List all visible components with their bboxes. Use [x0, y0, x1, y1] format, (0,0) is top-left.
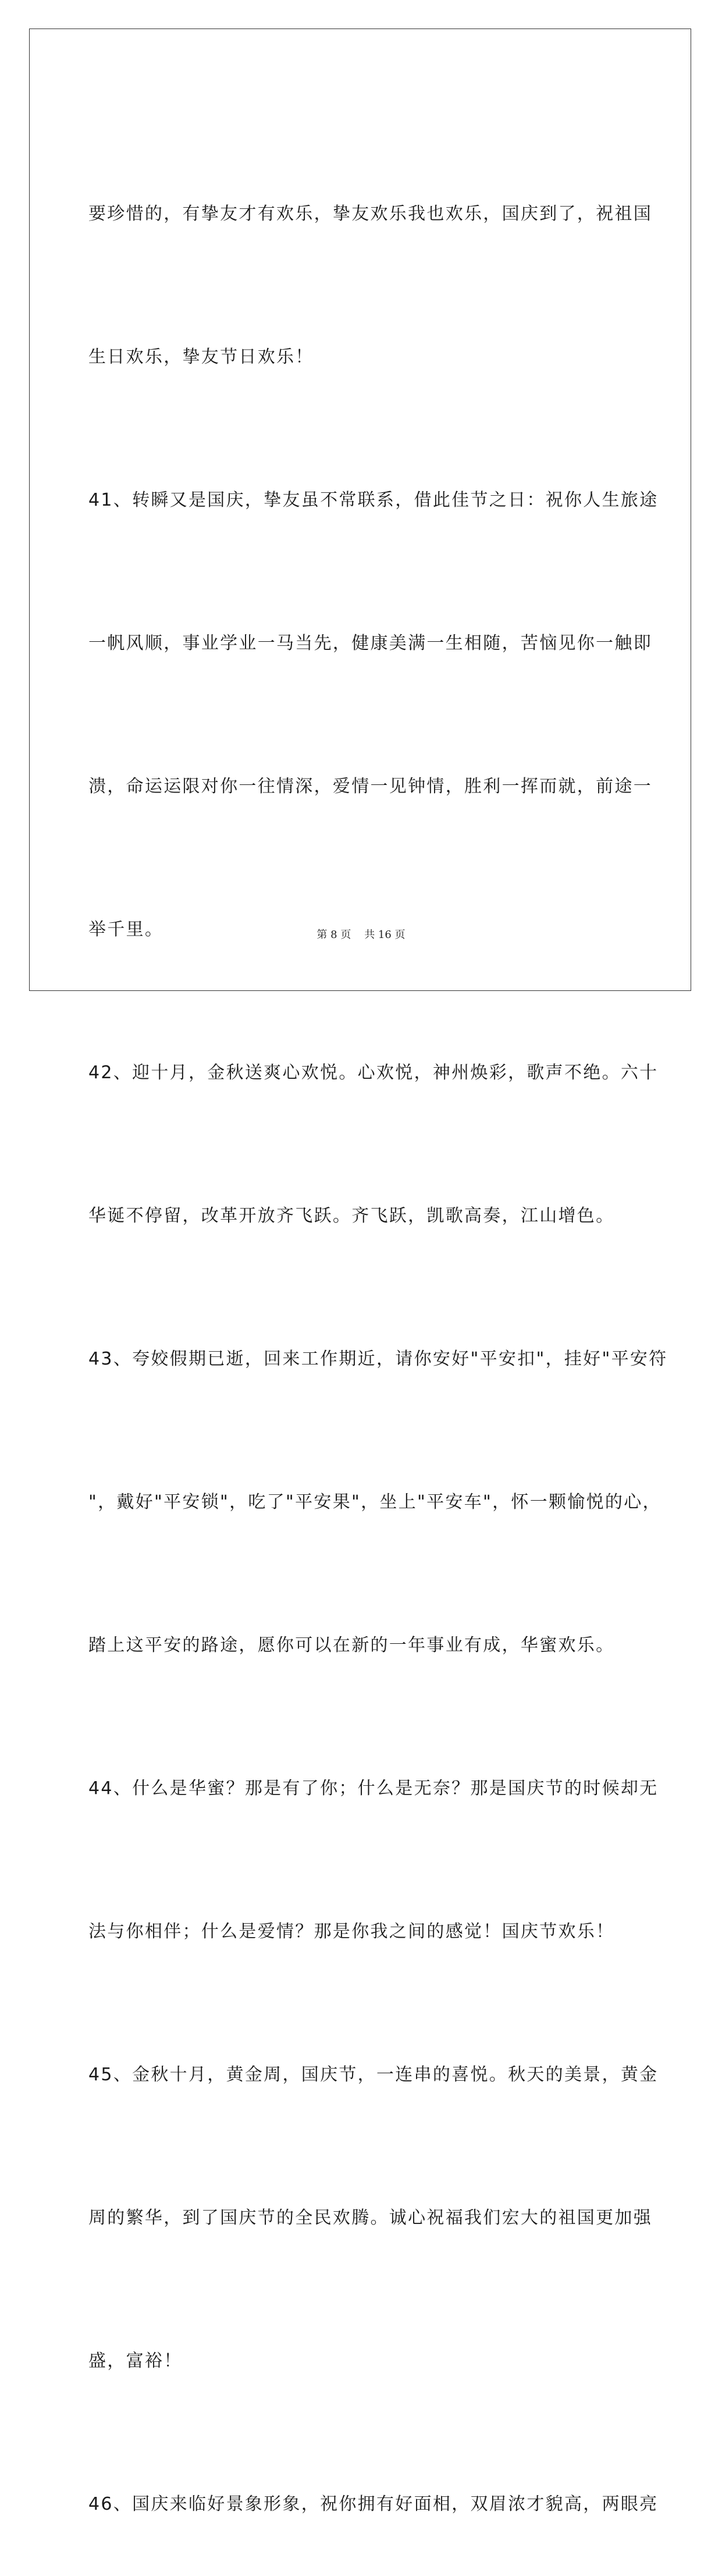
text-line: 举千里。: [88, 919, 164, 940]
text-line: 踏上这平安的路途，愿你可以在新的一年事业有成，华蜜欢乐。: [88, 1635, 615, 1655]
text-line: 45、金秋十月，黄金周，国庆节，一连串的喜悦。秋天的美景，黄金: [88, 2065, 659, 2085]
page-footer: [0, 926, 722, 941]
text-line: 46、国庆来临好景象形象，祝你拥有好面相，双眉浓才貌高，两眼亮: [88, 2494, 659, 2514]
page-number-label: 第 8 页 共 16 页: [316, 929, 406, 941]
text-line: 溃，命运运限对你一往情深，爱情一见钟情，胜利一挥而就，前途一: [88, 776, 652, 797]
text-line: 44、什么是华蜜？那是有了你；什么是无奈？那是国庆节的时候却无: [88, 1778, 659, 1799]
text-line: 周的繁华，到了国庆节的全民欢腾。诚心祝福我们宏大的祖国更加强: [88, 2208, 652, 2228]
document-body: [88, 95, 668, 2576]
text-line: 41、转瞬又是国庆，挚友虽不常联系，借此佳节之日：祝你人生旅途: [88, 490, 659, 510]
text-line: 盛，富裕！: [88, 2351, 183, 2371]
text-line: 生日欢乐，挚友节日欢乐！: [88, 347, 314, 367]
text-line: 华诞不停留，改革开放齐飞跃。齐飞跃，凯歌高奏，江山增色。: [88, 1206, 615, 1226]
text-line: "，戴好"平安锁"，吃了"平安果"，坐上"平安车"，怀一颗愉悦的心，: [88, 1492, 661, 1512]
text-line: 一帆风顺，事业学业一马当先，健康美满一生相随，苦恼见你一触即: [88, 633, 652, 653]
text-line: 法与你相伴；什么是爱情？那是你我之间的感觉！国庆节欢乐！: [88, 1921, 615, 1942]
text-line: 43、夸姣假期已逝，回来工作期近，请你安好"平安扣"，挂好"平安符: [88, 1349, 668, 1369]
text-line: 42、迎十月，金秋送爽心欢悦。心欢悦，神州焕彩，歌声不绝。六十: [88, 1063, 659, 1083]
text-line: 要珍惜的，有挚友才有欢乐，挚友欢乐我也欢乐，国庆到了，祝祖国: [88, 204, 652, 224]
